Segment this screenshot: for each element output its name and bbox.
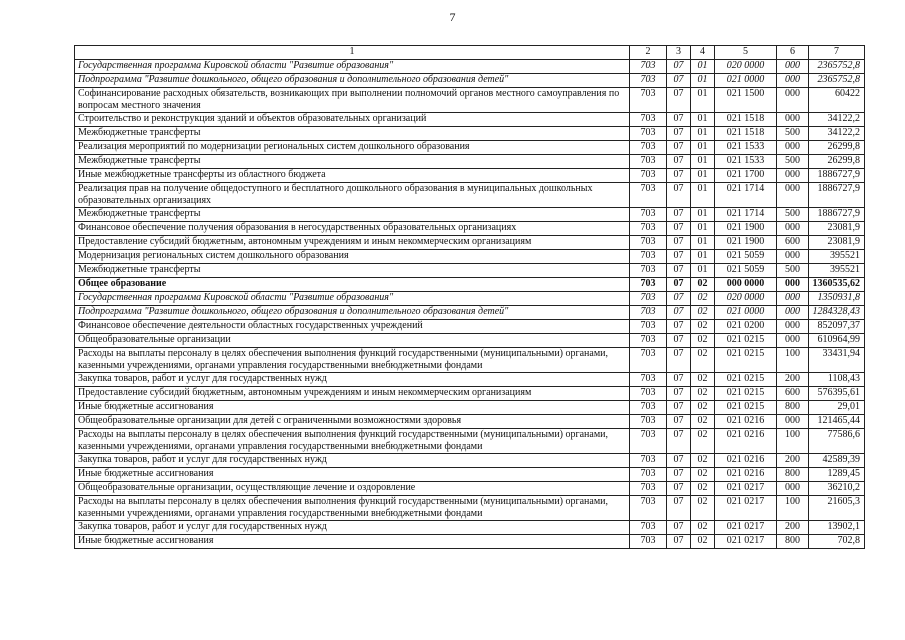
row-description: Общеобразовательные организации (75, 334, 630, 348)
row-code-expense-type: 000 (777, 334, 809, 348)
row-code-section: 07 (667, 141, 691, 155)
row-description: Модернизация региональных систем дошкольного образования (75, 250, 630, 264)
row-description: Реализация мероприятий по модернизации региональных систем дошкольного образования (75, 141, 630, 155)
row-code-subsection: 02 (691, 348, 715, 373)
row-code-expense-type: 100 (777, 429, 809, 454)
row-code-ministry: 703 (630, 387, 667, 401)
row-code-target: 021 1714 (715, 183, 777, 208)
row-code-section: 07 (667, 535, 691, 549)
row-code-expense-type: 000 (777, 169, 809, 183)
row-amount: 29,01 (809, 401, 865, 415)
row-code-target: 021 0215 (715, 401, 777, 415)
row-description: Расходы на выплаты персоналу в целях обеспечения выполнения функций государственными (муниципальными) органами, казенными учреждениями, органами управления государственными внебюджетными фондами (75, 429, 630, 454)
row-amount: 23081,9 (809, 236, 865, 250)
table-row (75, 521, 865, 535)
row-amount: 42589,39 (809, 454, 865, 468)
row-code-ministry: 703 (630, 348, 667, 373)
row-code-section: 07 (667, 468, 691, 482)
row-code-target: 021 0215 (715, 348, 777, 373)
row-code-ministry: 703 (630, 401, 667, 415)
row-description: Государственная программа Кировской области "Развитие образования" (75, 292, 630, 306)
row-code-section: 07 (667, 169, 691, 183)
row-description: Иные бюджетные ассигнования (75, 468, 630, 482)
row-code-subsection: 01 (691, 169, 715, 183)
row-code-target: 021 1518 (715, 127, 777, 141)
row-amount: 1108,43 (809, 373, 865, 387)
row-code-ministry: 703 (630, 236, 667, 250)
row-amount: 395521 (809, 250, 865, 264)
row-code-ministry: 703 (630, 306, 667, 320)
row-code-subsection: 02 (691, 482, 715, 496)
row-code-section: 07 (667, 74, 691, 88)
table-row (75, 468, 865, 482)
row-code-ministry: 703 (630, 60, 667, 74)
row-description: Межбюджетные трансферты (75, 127, 630, 141)
row-code-subsection: 02 (691, 535, 715, 549)
row-code-target: 021 1700 (715, 169, 777, 183)
table-header-row (75, 46, 865, 60)
row-code-subsection: 02 (691, 454, 715, 468)
row-description: Закупка товаров, работ и услуг для государственных нужд (75, 521, 630, 535)
row-code-section: 07 (667, 264, 691, 278)
row-description: Общеобразовательные организации для детей с ограниченными возможностями здоровья (75, 415, 630, 429)
row-code-target: 021 0215 (715, 373, 777, 387)
row-code-section: 07 (667, 387, 691, 401)
row-description: Межбюджетные трансферты (75, 208, 630, 222)
row-code-subsection: 02 (691, 306, 715, 320)
row-code-expense-type: 600 (777, 236, 809, 250)
row-amount: 1350931,8 (809, 292, 865, 306)
row-code-target: 021 0216 (715, 454, 777, 468)
table-row (75, 454, 865, 468)
row-code-ministry: 703 (630, 292, 667, 306)
row-code-subsection: 02 (691, 429, 715, 454)
header-cell: 4 (691, 46, 715, 60)
row-code-subsection: 02 (691, 334, 715, 348)
row-code-expense-type: 600 (777, 387, 809, 401)
row-code-ministry: 703 (630, 155, 667, 169)
row-code-section: 07 (667, 88, 691, 113)
row-code-ministry: 703 (630, 468, 667, 482)
row-code-ministry: 703 (630, 74, 667, 88)
table-row (75, 429, 865, 454)
row-code-ministry: 703 (630, 373, 667, 387)
row-code-subsection: 01 (691, 60, 715, 74)
header-cell: 2 (630, 46, 667, 60)
row-amount: 21605,3 (809, 496, 865, 521)
row-code-ministry: 703 (630, 222, 667, 236)
row-code-subsection: 02 (691, 292, 715, 306)
row-amount: 36210,2 (809, 482, 865, 496)
row-code-expense-type: 800 (777, 468, 809, 482)
table-row (75, 169, 865, 183)
row-code-expense-type: 000 (777, 292, 809, 306)
row-code-subsection: 01 (691, 88, 715, 113)
row-code-section: 07 (667, 208, 691, 222)
row-code-target: 021 0000 (715, 74, 777, 88)
row-code-section: 07 (667, 113, 691, 127)
row-code-target: 021 0215 (715, 387, 777, 401)
row-code-target: 021 1500 (715, 88, 777, 113)
row-code-expense-type: 000 (777, 320, 809, 334)
row-code-ministry: 703 (630, 429, 667, 454)
row-code-target: 021 0217 (715, 535, 777, 549)
row-amount: 60422 (809, 88, 865, 113)
row-description: Расходы на выплаты персоналу в целях обеспечения выполнения функций государственными (муниципальными) органами, казенными учреждениями, органами управления государственными внебюджетными фондами (75, 348, 630, 373)
row-code-section: 07 (667, 429, 691, 454)
row-code-expense-type: 000 (777, 60, 809, 74)
row-code-ministry: 703 (630, 208, 667, 222)
row-code-target: 021 0200 (715, 320, 777, 334)
table-row (75, 60, 865, 74)
row-code-subsection: 02 (691, 387, 715, 401)
table-row (75, 373, 865, 387)
row-code-section: 07 (667, 348, 691, 373)
row-code-expense-type: 500 (777, 264, 809, 278)
row-code-target: 021 0216 (715, 415, 777, 429)
row-code-ministry: 703 (630, 278, 667, 292)
row-code-section: 07 (667, 127, 691, 141)
row-code-target: 021 0216 (715, 468, 777, 482)
table-row (75, 496, 865, 521)
row-code-ministry: 703 (630, 496, 667, 521)
table-row (75, 264, 865, 278)
row-code-section: 07 (667, 401, 691, 415)
row-code-expense-type: 200 (777, 454, 809, 468)
row-amount: 1886727,9 (809, 208, 865, 222)
row-code-target: 021 1533 (715, 155, 777, 169)
row-code-subsection: 02 (691, 496, 715, 521)
row-amount: 1886727,9 (809, 183, 865, 208)
row-code-subsection: 02 (691, 468, 715, 482)
table-row (75, 113, 865, 127)
budget-table (74, 45, 865, 549)
row-amount: 1289,45 (809, 468, 865, 482)
row-code-expense-type: 000 (777, 250, 809, 264)
row-code-subsection: 01 (691, 183, 715, 208)
row-code-subsection: 02 (691, 373, 715, 387)
row-description: Подпрограмма "Развитие дошкольного, общего образования и дополнительного образования детей" (75, 306, 630, 320)
table-row (75, 348, 865, 373)
page-number: 7 (449, 10, 456, 24)
row-code-expense-type: 200 (777, 521, 809, 535)
row-code-section: 07 (667, 236, 691, 250)
row-code-ministry: 703 (630, 482, 667, 496)
row-description: Закупка товаров, работ и услуг для государственных нужд (75, 373, 630, 387)
row-code-ministry: 703 (630, 183, 667, 208)
row-amount: 121465,44 (809, 415, 865, 429)
row-amount: 1360535,62 (809, 278, 865, 292)
row-description: Реализация прав на получение общедоступного и бесплатного дошкольного образования в муниципальных дошкольных образовательных организациях (75, 183, 630, 208)
row-code-subsection: 02 (691, 401, 715, 415)
row-description: Подпрограмма "Развитие дошкольного, общего образования и дополнительного образования детей" (75, 74, 630, 88)
row-code-expense-type: 000 (777, 415, 809, 429)
row-description: Государственная программа Кировской области "Развитие образования" (75, 60, 630, 74)
row-code-expense-type: 000 (777, 88, 809, 113)
row-code-ministry: 703 (630, 113, 667, 127)
row-description: Строительство и реконструкция зданий и объектов образовательных организаций (75, 113, 630, 127)
header-cell: 5 (715, 46, 777, 60)
row-code-target: 021 0217 (715, 482, 777, 496)
row-description: Иные межбюджетные трансферты из областного бюджета (75, 169, 630, 183)
row-code-target: 021 5059 (715, 264, 777, 278)
row-code-ministry: 703 (630, 454, 667, 468)
row-description: Закупка товаров, работ и услуг для государственных нужд (75, 454, 630, 468)
row-code-expense-type: 500 (777, 208, 809, 222)
row-code-ministry: 703 (630, 334, 667, 348)
row-amount: 77586,6 (809, 429, 865, 454)
row-code-section: 07 (667, 320, 691, 334)
row-description: Общее образование (75, 278, 630, 292)
row-description: Софинансирование расходных обязательств, возникающих при выполнении полномочий органов местного самоуправления по вопросам местного значения (75, 88, 630, 113)
row-code-expense-type: 000 (777, 113, 809, 127)
row-code-target: 021 1533 (715, 141, 777, 155)
row-code-subsection: 01 (691, 222, 715, 236)
row-code-ministry: 703 (630, 535, 667, 549)
row-amount: 395521 (809, 264, 865, 278)
row-code-expense-type: 100 (777, 496, 809, 521)
row-code-section: 07 (667, 415, 691, 429)
row-code-subsection: 02 (691, 521, 715, 535)
table-row (75, 222, 865, 236)
row-code-subsection: 01 (691, 113, 715, 127)
row-amount: 23081,9 (809, 222, 865, 236)
row-description: Иные бюджетные ассигнования (75, 401, 630, 415)
row-code-section: 07 (667, 250, 691, 264)
row-code-section: 07 (667, 373, 691, 387)
header-cell: 7 (809, 46, 865, 60)
row-description: Финансовое обеспечение деятельности областных государственных учреждений (75, 320, 630, 334)
row-code-section: 07 (667, 222, 691, 236)
row-code-section: 07 (667, 183, 691, 208)
row-code-expense-type: 100 (777, 348, 809, 373)
row-code-expense-type: 000 (777, 141, 809, 155)
row-code-expense-type: 500 (777, 127, 809, 141)
table-row (75, 401, 865, 415)
table-row (75, 387, 865, 401)
row-amount: 852097,37 (809, 320, 865, 334)
row-code-subsection: 01 (691, 74, 715, 88)
row-code-target: 021 0000 (715, 306, 777, 320)
row-code-target: 021 0217 (715, 521, 777, 535)
row-description: Иные бюджетные ассигнования (75, 535, 630, 549)
row-code-subsection: 02 (691, 415, 715, 429)
row-code-subsection: 01 (691, 155, 715, 169)
row-code-subsection: 01 (691, 250, 715, 264)
row-code-subsection: 01 (691, 141, 715, 155)
row-code-expense-type: 000 (777, 482, 809, 496)
row-code-section: 07 (667, 496, 691, 521)
row-code-subsection: 01 (691, 127, 715, 141)
row-amount: 1284328,43 (809, 306, 865, 320)
table-row (75, 208, 865, 222)
table-row (75, 155, 865, 169)
row-code-section: 07 (667, 155, 691, 169)
table-row (75, 278, 865, 292)
row-code-section: 07 (667, 482, 691, 496)
row-code-ministry: 703 (630, 169, 667, 183)
header-cell: 1 (75, 46, 630, 60)
row-amount: 34122,2 (809, 127, 865, 141)
row-code-section: 07 (667, 292, 691, 306)
row-code-target: 021 0216 (715, 429, 777, 454)
table-row (75, 88, 865, 113)
row-code-subsection: 02 (691, 320, 715, 334)
row-description: Межбюджетные трансферты (75, 264, 630, 278)
header-cell: 3 (667, 46, 691, 60)
row-code-target: 021 1900 (715, 236, 777, 250)
row-code-ministry: 703 (630, 127, 667, 141)
row-amount: 26299,8 (809, 141, 865, 155)
row-code-expense-type: 000 (777, 222, 809, 236)
row-code-target: 000 0000 (715, 278, 777, 292)
table-row (75, 127, 865, 141)
row-amount: 34122,2 (809, 113, 865, 127)
row-code-subsection: 02 (691, 278, 715, 292)
row-description: Общеобразовательные организации, осуществляющие лечение и оздоровление (75, 482, 630, 496)
table-row (75, 535, 865, 549)
row-code-ministry: 703 (630, 415, 667, 429)
row-code-expense-type: 800 (777, 535, 809, 549)
row-code-target: 020 0000 (715, 60, 777, 74)
row-code-ministry: 703 (630, 320, 667, 334)
row-code-section: 07 (667, 306, 691, 320)
row-code-ministry: 703 (630, 250, 667, 264)
header-cell: 6 (777, 46, 809, 60)
row-code-target: 020 0000 (715, 292, 777, 306)
table-row (75, 482, 865, 496)
row-code-target: 021 0217 (715, 496, 777, 521)
row-code-section: 07 (667, 521, 691, 535)
table-row (75, 250, 865, 264)
table-row (75, 74, 865, 88)
row-code-target: 021 1714 (715, 208, 777, 222)
row-amount: 33431,94 (809, 348, 865, 373)
row-description: Предоставление субсидий бюджетным, автономным учреждениям и иным некоммерческим организациям (75, 387, 630, 401)
row-amount: 610964,99 (809, 334, 865, 348)
row-amount: 26299,8 (809, 155, 865, 169)
table-row (75, 320, 865, 334)
row-description: Расходы на выплаты персоналу в целях обеспечения выполнения функций государственными (муниципальными) органами, казенными учреждениями, органами управления государственными внебюджетными фондами (75, 496, 630, 521)
row-code-expense-type: 800 (777, 401, 809, 415)
row-code-ministry: 703 (630, 521, 667, 535)
table-row (75, 415, 865, 429)
table-row (75, 141, 865, 155)
row-code-expense-type: 500 (777, 155, 809, 169)
row-description: Финансовое обеспечение получения образования в негосударственных образовательных организациях (75, 222, 630, 236)
table-row (75, 236, 865, 250)
row-code-ministry: 703 (630, 88, 667, 113)
row-amount: 2365752,8 (809, 74, 865, 88)
row-amount: 2365752,8 (809, 60, 865, 74)
table-row (75, 183, 865, 208)
row-code-section: 07 (667, 454, 691, 468)
table-row (75, 292, 865, 306)
row-code-ministry: 703 (630, 264, 667, 278)
row-amount: 576395,61 (809, 387, 865, 401)
table-row (75, 306, 865, 320)
row-code-section: 07 (667, 60, 691, 74)
row-code-expense-type: 000 (777, 74, 809, 88)
row-code-subsection: 01 (691, 264, 715, 278)
row-code-expense-type: 000 (777, 306, 809, 320)
row-code-target: 021 1518 (715, 113, 777, 127)
row-amount: 1886727,9 (809, 169, 865, 183)
row-code-section: 07 (667, 278, 691, 292)
row-code-subsection: 01 (691, 236, 715, 250)
row-code-target: 021 1900 (715, 222, 777, 236)
row-amount: 13902,1 (809, 521, 865, 535)
row-description: Предоставление субсидий бюджетным, автономным учреждениям и иным некоммерческим организациям (75, 236, 630, 250)
row-code-target: 021 0215 (715, 334, 777, 348)
row-code-target: 021 5059 (715, 250, 777, 264)
row-code-section: 07 (667, 334, 691, 348)
row-code-expense-type: 200 (777, 373, 809, 387)
row-code-ministry: 703 (630, 141, 667, 155)
table-row (75, 334, 865, 348)
row-amount: 702,8 (809, 535, 865, 549)
row-code-subsection: 01 (691, 208, 715, 222)
row-description: Межбюджетные трансферты (75, 155, 630, 169)
row-code-expense-type: 000 (777, 278, 809, 292)
row-code-expense-type: 000 (777, 183, 809, 208)
